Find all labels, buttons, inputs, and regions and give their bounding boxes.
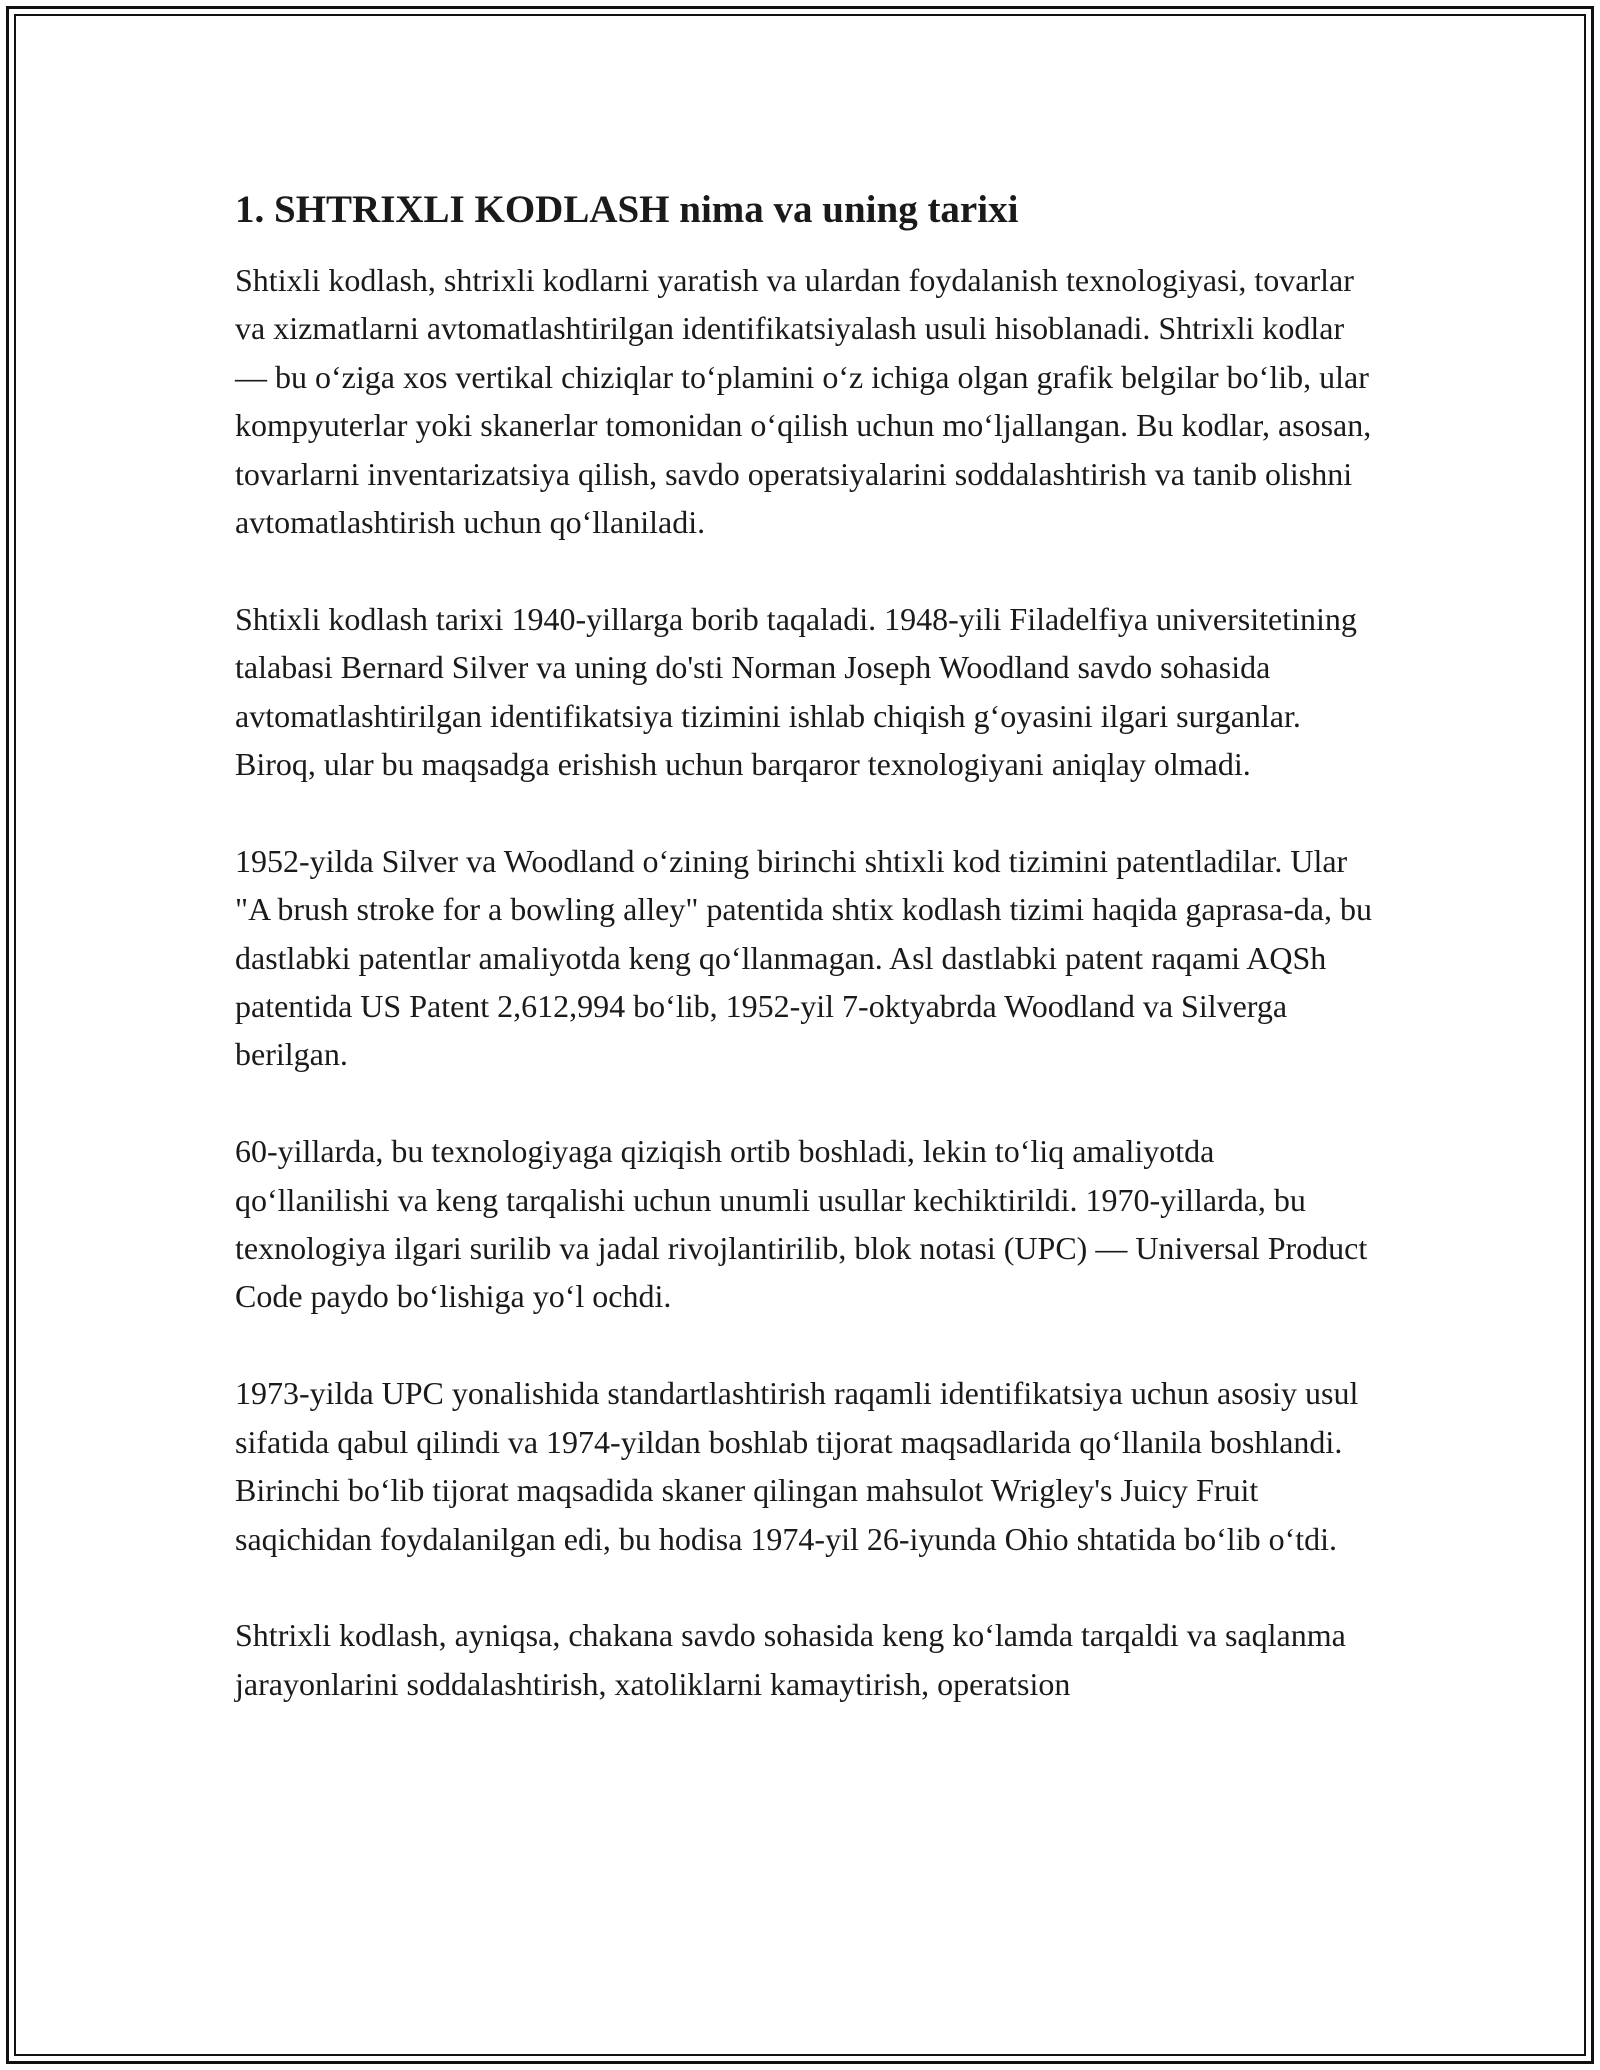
paragraph-first-patent: 1952-yilda Silver va Woodland o‘zining birinchi shtixli kod tizimini patentladilar. Ular "A brush stroke for a bowling alley" patentida shtix kodlash tizimi haqida gaprasa-da, bu dastlabki patentlar amaliyotda keng qo‘llanmagan. Asl dastlabki patent raqami AQSh patentida US Patent 2,612,994 bo‘lib, 1952-yil 7-oktyabrda Woodland va Silverga berilgan. <box>235 842 1372 1073</box>
paragraph-sixties-seventies: 60-yillarda, bu texnologiyaga qiziqish ortib boshladi, lekin to‘liq amaliyotda qo‘llanilishi va keng tarqalishi uchun unumli usullar kechiktirildi. 1970-yillarda, bu texnologiya ilgari surilib va jadal rivojlantirilib, blok notasi (UPC) — Universal Product Code paydo bo‘lishiga yo‘l ochdi. <box>235 1133 1368 1315</box>
paragraph-upc-adoption: 1973-yilda UPC yonalishida standartlashtirish raqamli identifikatsiya uchun asosiy usul sifatida qabul qilindi va 1974-yildan boshlab tijorat maqsadlarida qo‘llanila boshlandi. Birinchi bo‘lib tijorat maqsadida skaner qilingan mahsulot Wrigley's Juicy Fruit saqichidan foydalanilgan edi, bu hodisa 1974-yil 26-iyunda Ohio shtatida bo‘lib o‘tdi. <box>235 1375 1359 1557</box>
paragraph-definition: Shtixli kodlash, shtrixli kodlarni yaratish va ulardan foydalanish texnologiyasi, tovarlar va xizmatlarni avtomatlashtirilgan identifikatsiyalash usuli hisoblanadi. Shtrixli kodlar — bu o‘ziga xos vertikal chiziqlar to‘plamini o‘z ichiga olgan grafik belgilar bo‘lib, ular kompyuterlar yoki skanerlar tomonidan o‘qilish uchun mo‘ljallangan. Bu kodlar, asosan, tovarlarni inventarizatsiya qilish, savdo operatsiyalarini soddalashtirish va tanib olishni avtomatlashtirish uchun qo‘llaniladi. <box>235 262 1372 541</box>
document-body <box>235 186 1375 1757</box>
section-heading: 1. SHTRIXLI KODLASH nima va uning tarixi <box>235 188 1019 231</box>
paragraph-retail-spread: Shtrixli kodlash, ayniqsa, chakana savdo sohasida keng ko‘lamda tarqaldi va saqlanma jarayonlarini soddalashtirish, xatoliklarni kamaytirish, operatsion <box>235 1617 1346 1702</box>
paragraph-history-origins: Shtixli kodlash tarixi 1940-yillarga borib taqaladi. 1948-yili Filadelfiya universitetining talabasi Bernard Silver va uning do'sti Norman Joseph Woodland savdo sohasida avtomatlashtirilgan identifikatsiya tizimini ishlab chiqish g‘oyasini ilgari surganlar. Biroq, ular bu maqsadga erishish uchun barqaror texnologiyani aniqlay olmadi. <box>235 600 1357 783</box>
